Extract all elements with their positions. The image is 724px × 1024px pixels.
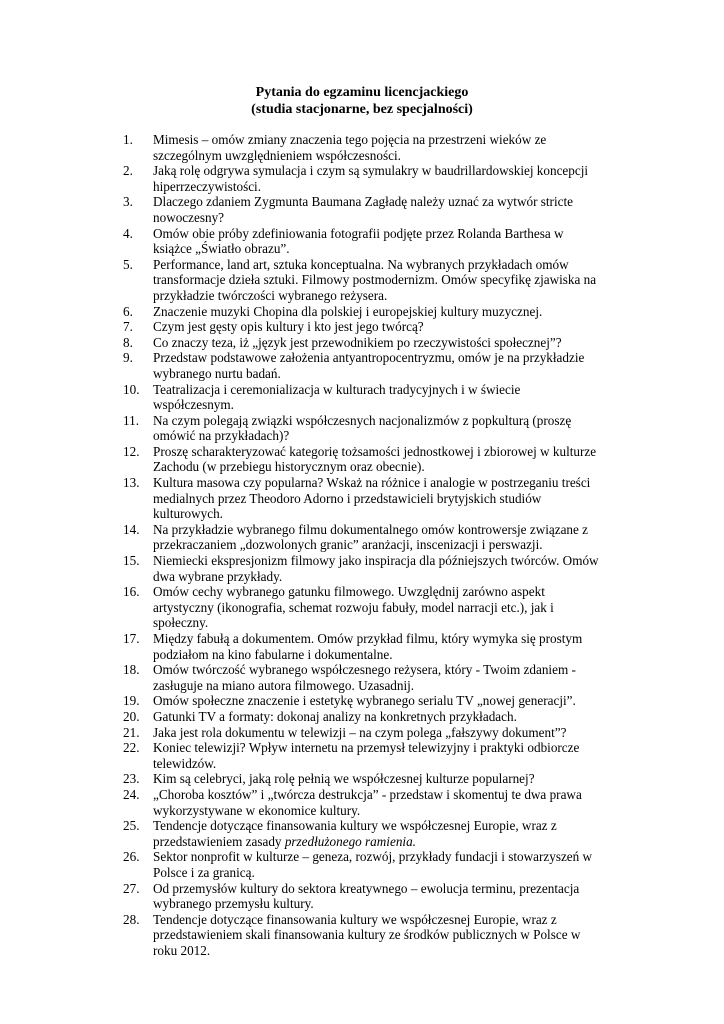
question-text: Na przykładzie wybranego filmu dokumentalnego omów kontrowersje związane z przekraczaniem „dozwolonych granic” aranżacji, inscenizacji i perswazji. [153, 521, 589, 553]
question-number: 5. [123, 256, 133, 272]
question-text-italic: przedłużonego ramienia. [284, 833, 416, 849]
question-item [0, 304, 724, 320]
question-text: Znaczenie muzyki Chopina dla polskiej i europejskiej kultury muzycznej. [153, 303, 543, 319]
question-text-regular: Tendencje dotyczące finansowania kultury we współczesnej Europie, wraz z przedstawieniem zasady [153, 818, 557, 849]
question-item [0, 771, 724, 787]
question-number: 3. [123, 194, 133, 210]
question-item [0, 132, 724, 163]
question-number: 28. [123, 911, 140, 927]
question-item [0, 350, 724, 381]
question-number: 7. [123, 319, 133, 335]
question-item [0, 522, 724, 553]
question-item [0, 725, 724, 741]
question-text: Omów cechy wybranego gatunku filmowego. Uwzględnij zarówno aspekt artystyczny (ikonografia, schemat rozwoju fabuły, model narracji etc.), jak i społeczny. [153, 584, 554, 631]
question-number: 22. [123, 740, 140, 756]
question-number: 19. [123, 693, 140, 709]
question-text: Omów twórczość wybranego współczesnego reżysera, który - Twoim zdaniem - zasługuje na miano autora filmowego. Uzasadnij. [153, 662, 576, 693]
question-number: 20. [123, 708, 140, 724]
question-text: Od przemysłów kultury do sektora kreatywnego – ewolucja terminu, prezentacja wybranego przemysłu kultury. [153, 880, 580, 912]
question-item [0, 584, 724, 631]
question-number: 25. [123, 818, 140, 834]
question-text: Na czym polegają związki współczesnych nacjonalizmów z popkulturą (proszę omówić na przykładach)? [153, 412, 572, 444]
questions-list [0, 132, 724, 958]
question-item [0, 413, 724, 444]
question-number: 6. [123, 303, 133, 319]
question-number: 4. [123, 225, 133, 241]
question-item [0, 475, 724, 522]
question-text: Mimesis – omów zmiany znaczenia tego pojęcia na przestrzeni wieków ze szczególnym uwzględnieniem współczesności. [153, 132, 547, 163]
question-text: „Choroba kosztów” i „twórcza destrukcja” - przedstaw i skomentuj te dwa prawa wykorzystywane w ekonomice kultury. [153, 786, 582, 818]
question-text: Tendencje dotyczące finansowania kultury we współczesnej Europie, wraz z przedstawieniem skali finansowania kultury ze środków publicznych w Polsce w roku 2012. [153, 911, 581, 958]
question-item [0, 335, 724, 351]
question-number: 15. [123, 553, 140, 569]
question-item [0, 382, 724, 413]
question-text: Omów obie próby zdefiniowania fotografii podjęte przez Rolanda Barthesa w książce „Światło obrazu”. [153, 225, 564, 257]
question-text: Teatralizacja i ceremonializacja w kulturach tradycyjnych i w świecie współczesnym. [153, 381, 521, 413]
question-number: 26. [123, 849, 140, 865]
question-item [0, 444, 724, 475]
question-text: Jaką rolę odgrywa symulacja i czym są symulakry w baudrillardowskiej koncepcji hiperrzeczywistości. [153, 163, 589, 194]
question-text: Między fabułą a dokumentem. Omów przykład filmu, który wymyka się prostym podziałom na kino fabularne i dokumentalne. [153, 631, 583, 662]
question-item [0, 818, 724, 849]
question-number: 11. [123, 412, 139, 428]
question-item [0, 662, 724, 693]
question-item [0, 194, 724, 225]
question-text: Omów społeczne znaczenie i estetykę wybranego serialu TV „nowej generacji”. [153, 693, 576, 709]
question-item [0, 709, 724, 725]
question-text: Gatunki TV a formaty: dokonaj analizy na konkretnych przykładach. [153, 708, 517, 724]
question-number: 12. [123, 443, 140, 459]
question-item [0, 553, 724, 584]
question-text: Kim są celebryci, jaką rolę pełnią we współczesnej kulturze popularnej? [153, 771, 535, 787]
question-number: 16. [123, 584, 140, 600]
question-number: 9. [123, 350, 133, 366]
question-item [0, 849, 724, 880]
question-item [0, 693, 724, 709]
question-text: Jaka jest rola dokumentu w telewizji – na czym polega „fałszywy dokument”? [153, 724, 567, 740]
document-subtitle: (studia stacjonarne, bez specjalności) [251, 102, 473, 117]
question-number: 18. [123, 662, 140, 678]
question-text: Kultura masowa czy popularna? Wskaż na różnice i analogie w postrzeganiu treści medialnych przez Theodoro Adorno i przedstawicieli brytyjskich studiów kulturowych. [153, 475, 591, 522]
question-item [0, 881, 724, 912]
question-item [0, 787, 724, 818]
question-number: 13. [123, 475, 140, 491]
question-text: Proszę scharakteryzować kategorię tożsamości jednostkowej i zbiorowej w kulturze Zachodu (w przebiegu historycznym oraz obecnie). [153, 443, 597, 475]
document-title: Pytania do egzaminu licencjackiego [255, 85, 469, 100]
question-number: 17. [123, 631, 140, 646]
question-number: 10. [123, 381, 140, 397]
question-number: 27. [123, 880, 140, 896]
question-text: Performance, land art, sztuka konceptualna. Na wybranych przykładach omów transformacje dzieła sztuki. Filmowy postmodernizm. Omów specyfikę zjawiska na przykładzie twórczości wybranego reżysera. [153, 256, 597, 303]
question-item [0, 319, 724, 335]
question-text: Przedstaw podstawowe założenia antyantropocentryzmu, omów je na przykładzie wybranego nurtu badań. [153, 350, 585, 381]
question-number: 1. [123, 132, 133, 147]
question-text: Czym jest gęsty opis kultury i kto jest jego twórcą? [153, 319, 424, 335]
question-text [153, 818, 557, 849]
question-number: 14. [123, 521, 140, 537]
question-item [0, 257, 724, 304]
question-item [0, 912, 724, 959]
question-text: Sektor nonprofit w kulturze – geneza, rozwój, przykłady fundacji i stowarzyszeń w Polsce i za granicą. [153, 849, 593, 880]
question-number: 21. [123, 724, 140, 740]
question-number: 8. [123, 334, 133, 350]
question-text: Dlaczego zdaniem Zygmunta Baumana Zagładę należy uznać za wytwór stricte nowoczesny? [153, 194, 573, 225]
question-text: Co znaczy teza, iż „język jest przewodnikiem po rzeczywistości społecznej”? [153, 334, 562, 350]
question-item [0, 226, 724, 257]
question-number: 2. [123, 163, 133, 179]
question-text: Niemiecki ekspresjonizm filmowy jako inspiracja dla późniejszych twórców. Omów dwa wybrane przykłady. [153, 553, 599, 584]
question-number: 23. [123, 771, 140, 787]
question-text: Koniec telewizji? Wpływ internetu na przemysł telewizyjny i praktyki odbiorcze telewidzów. [153, 740, 580, 771]
question-number: 24. [123, 786, 140, 802]
question-item [0, 163, 724, 194]
question-item [0, 631, 724, 662]
question-item [0, 740, 724, 771]
